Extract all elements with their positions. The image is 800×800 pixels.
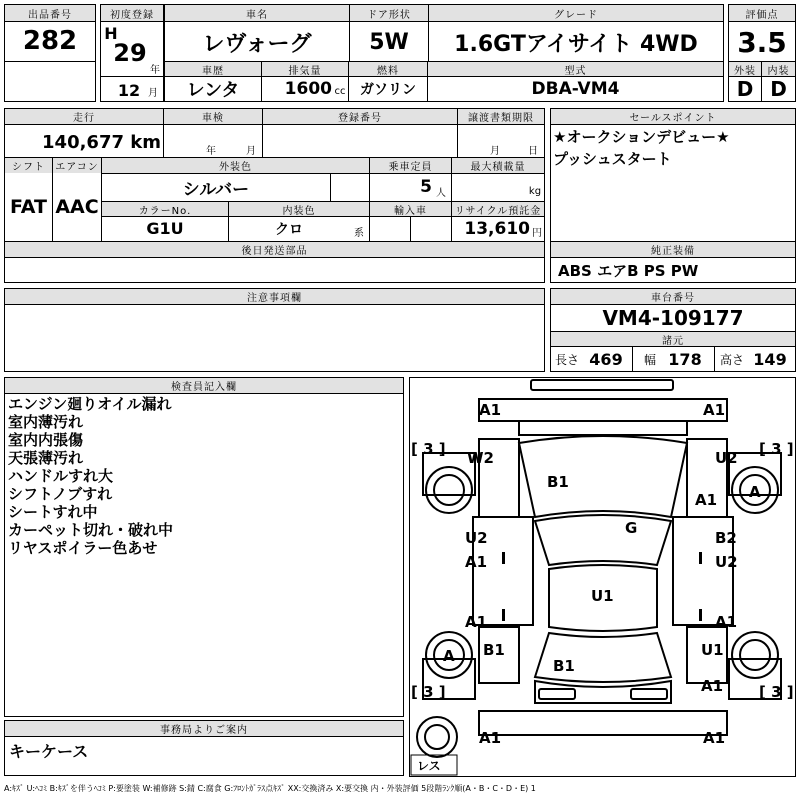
inspector-line: シートすれ中 <box>8 503 98 521</box>
model-label: 型式 <box>428 62 723 76</box>
mark-fender-fr: U2 <box>715 449 738 467</box>
rating-label: 評価点 <box>729 5 795 21</box>
notes-label: 注意事項欄 <box>5 289 544 304</box>
inspector-line: 天張薄汚れ <box>8 449 84 467</box>
registration-number <box>263 125 457 156</box>
mileage: 140,677 km <box>42 131 161 153</box>
displacement: 1600 <box>284 79 332 99</box>
inspector-line: エンジン廻りオイル漏れ <box>8 395 172 413</box>
windshield-outline <box>535 515 671 565</box>
rear-bumper <box>479 711 727 735</box>
inspector-line: 室内薄汚れ <box>8 413 84 431</box>
inspector-line: 室内内張傷 <box>8 431 84 449</box>
mark-tire-rl: [ 3 ] <box>411 683 446 701</box>
inspector-line: ハンドルすれ大 <box>8 467 114 485</box>
car-name-label: 車名 <box>165 5 349 21</box>
inspection-label: 車検 <box>164 109 262 124</box>
interior-color: クロ <box>275 221 303 238</box>
damage-legend: A:ｷｽﾞ U:ﾍｺﾐ B:ｷｽﾞを伴うﾍｺﾐ P:要塗装 W:補修跡 S:錆 C:腐食 G:ﾌﾛﾝﾄｶﾞﾗｽ点ｷｽﾞ XX:交換済み X:要交換 内・外装評価 5段階ﾗﾝｸ順(A・B・C・D・E) 1 <box>4 784 536 793</box>
exterior-color: シルバー <box>182 179 250 200</box>
width: 178 <box>668 349 702 369</box>
lot-number-label: 出品番号 <box>5 5 95 21</box>
height: 149 <box>753 349 787 369</box>
later-parts <box>5 258 544 282</box>
mark-windshield: G <box>625 519 638 537</box>
mark-front-door-l-top: U2 <box>465 529 488 547</box>
max-load-label: 最大積載量 <box>452 158 544 173</box>
color-number: G1U <box>146 219 184 238</box>
grade-label: グレード <box>429 5 723 21</box>
aircon: AAC <box>55 196 99 218</box>
model: DBA-VM4 <box>531 79 620 99</box>
inspector-comments <box>8 395 398 557</box>
mark-front-bumper-right: A1 <box>703 401 726 419</box>
specs-label: 諸元 <box>551 332 795 346</box>
mark-rear-bumper-right: A1 <box>703 729 726 747</box>
ext-color-label: 外装色 <box>102 158 369 173</box>
history-label: 車歴 <box>165 62 261 76</box>
mark-rear-fender-r: U1 <box>701 641 724 659</box>
car-history: レンタ <box>186 80 240 101</box>
lot-number: 282 <box>22 26 78 56</box>
mark-rear-fender-l: B1 <box>483 641 505 659</box>
mark-front-door-l: A1 <box>465 553 488 571</box>
era-letter: H <box>104 23 118 43</box>
chassis-number: VM4-109177 <box>602 306 744 330</box>
door-type: 5W <box>369 29 409 55</box>
max-load <box>452 174 526 200</box>
sales-point-line: プッシュスタート <box>553 150 672 168</box>
mark-tire-rr: [ 3 ] <box>759 683 794 701</box>
displacement-label: 排気量 <box>262 62 348 76</box>
mileage-label: 走行 <box>5 109 163 124</box>
year-unit: 年 <box>150 64 160 76</box>
length: 469 <box>589 349 623 369</box>
interior-label: 内装 <box>762 62 795 76</box>
capacity-unit: 人 <box>436 187 446 199</box>
front-panel <box>519 421 687 435</box>
inspection-year-unit: 年 <box>206 145 216 157</box>
recycle-fee-unit: 円 <box>532 227 542 239</box>
shift-label: シフト <box>5 158 52 173</box>
capacity: 5 <box>420 177 432 197</box>
mark-front-door-r-top: B2 <box>715 529 737 547</box>
interior-color-suffix: 系 <box>354 227 364 239</box>
office-label: 事務局よりご案内 <box>5 721 403 736</box>
chassis-label: 車台番号 <box>551 289 795 304</box>
hood-outline <box>519 436 687 517</box>
mark-front-door-r: U2 <box>715 553 738 571</box>
exterior-label: 外装 <box>729 62 761 76</box>
sales-point-line: ★オークションデビュー★ <box>553 128 730 146</box>
front-spoiler <box>531 380 673 390</box>
car-name: レヴォーグ <box>202 31 312 57</box>
transfer-month-unit: 月 <box>490 145 500 157</box>
inspector-line: リヤスポイラー色あせ <box>8 539 158 557</box>
first-reg-month: 12 <box>117 80 141 100</box>
color-no-label: カラーNo. <box>102 202 228 216</box>
sales-points-list <box>553 128 793 238</box>
month-unit: 月 <box>148 87 158 99</box>
wheel-rr <box>732 632 778 678</box>
mark-rear-fender-r2: A1 <box>701 677 724 695</box>
mark-tire-fr: [ 3 ] <box>759 440 794 458</box>
height-label: 高さ <box>719 352 744 367</box>
grade: 1.6GTアイサイト 4WD <box>454 31 698 57</box>
fuel: ガソリン <box>360 82 416 98</box>
mark-front-bumper-left: A1 <box>479 401 502 419</box>
mark-spare: レス <box>417 759 441 773</box>
mark-roof: U1 <box>591 587 614 605</box>
import-car <box>370 217 410 240</box>
first-reg-year: 29 <box>113 39 147 67</box>
displacement-unit: cc <box>334 85 346 97</box>
exterior-grade: D <box>736 77 754 101</box>
width-label: 幅 <box>643 352 656 367</box>
mark-rear-door-r: A1 <box>715 613 738 631</box>
interior-grade: D <box>770 77 787 101</box>
mark-tire-fl: [ 3 ] <box>411 440 446 458</box>
mark-rear-glass: B1 <box>553 657 575 675</box>
mark-wheel-rl: A <box>443 647 455 665</box>
aircon-label: エアコン <box>53 158 101 173</box>
inspector-label: 検査員記入欄 <box>5 378 403 393</box>
later-parts-label: 後日発送部品 <box>5 242 544 257</box>
recycle-label: リサイクル預託金 <box>452 202 544 216</box>
import-label: 輸入車 <box>370 202 451 216</box>
spare-tire <box>417 717 457 757</box>
notes-content <box>8 308 540 368</box>
fuel-label: 燃料 <box>349 62 427 76</box>
max-load-unit: kg <box>528 185 542 197</box>
shift: FAT <box>10 196 47 218</box>
inspector-line: カーペット切れ・破れ中 <box>8 521 174 539</box>
transfer-deadline-label: 譲渡書類期限 <box>458 109 544 124</box>
door-label: ドア形状 <box>350 5 428 21</box>
recycle-fee: 13,610 <box>464 218 530 239</box>
mark-rear-door-l: A1 <box>465 613 488 631</box>
capacity-label: 乗車定員 <box>370 158 451 173</box>
int-color-label: 内装色 <box>229 202 369 216</box>
equipment-label: 純正装備 <box>551 242 795 257</box>
first-registration-label: 初度登録 <box>101 5 163 21</box>
wheel-fl <box>426 467 472 513</box>
inspector-line: シフトノブすれ <box>8 485 113 503</box>
sales-points-label: セールスポイント <box>551 109 795 124</box>
mark-wheel-fr: A <box>749 483 761 501</box>
reg-number-label: 登録番号 <box>263 109 457 124</box>
length-label: 長さ <box>554 352 579 367</box>
office-notice: キーケース <box>9 742 89 761</box>
equipment: ABS エアB PS PW <box>558 261 699 280</box>
mark-hood: B1 <box>547 473 569 491</box>
mark-rear-bumper-left: A1 <box>479 729 502 747</box>
mark-fender-fl: W2 <box>467 449 494 467</box>
car-diagram <box>409 377 796 777</box>
transfer-day-unit: 日 <box>528 145 538 157</box>
inspection-month-unit: 月 <box>246 145 256 157</box>
front-bumper <box>479 399 727 421</box>
rating: 3.5 <box>737 25 787 59</box>
mark-fender-fr2: A1 <box>695 491 718 509</box>
